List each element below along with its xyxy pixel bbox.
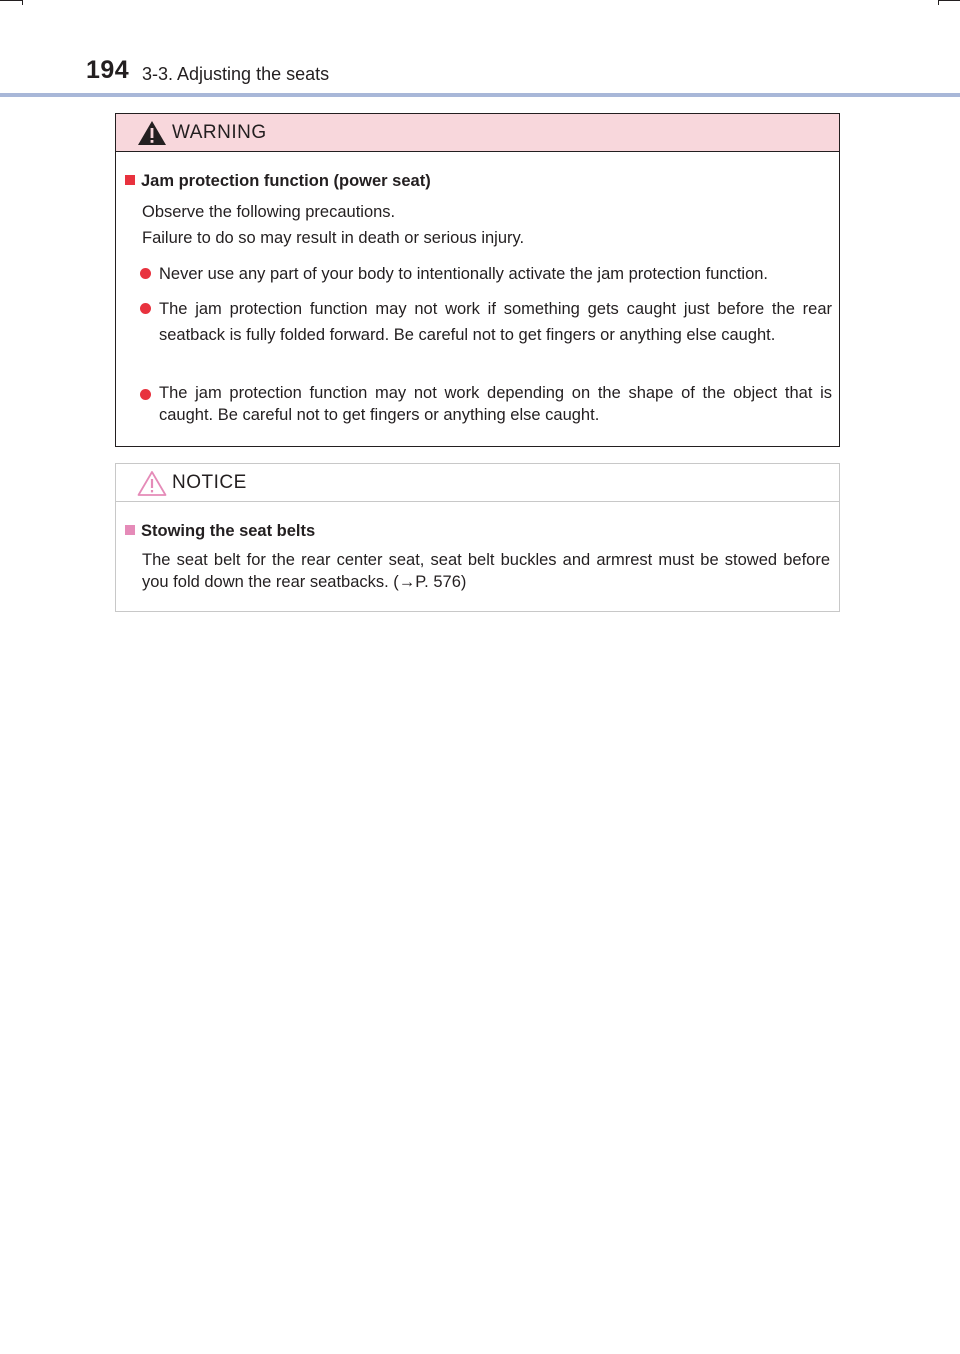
notice-label: NOTICE xyxy=(172,472,247,493)
warning-intro-line: Observe the following precautions. xyxy=(142,203,396,221)
warning-bullet xyxy=(136,382,833,434)
notice-item-title: Stowing the seat belts xyxy=(125,522,315,541)
square-bullet-icon xyxy=(125,175,135,185)
notice-triangle-icon xyxy=(136,469,168,497)
bullet-dot-icon xyxy=(140,303,151,314)
notice-header xyxy=(116,464,839,502)
notice-body: The seat belt for the rear center seat, seat belt buckles and armrest must be stowed before you fold down the rear seatbacks. (→P. 576) xyxy=(142,551,830,591)
page-header xyxy=(0,0,960,100)
warning-box xyxy=(115,113,840,447)
square-bullet-icon xyxy=(125,525,135,535)
bullet-dot-icon xyxy=(140,389,151,400)
warning-bullet-text: Never use any part of your body to intentionally activate the jam protection function. xyxy=(159,265,769,283)
warning-bullet xyxy=(136,296,833,374)
warning-intro-line: Failure to do so may result in death or serious injury. xyxy=(142,229,525,247)
warning-header xyxy=(116,114,839,152)
warning-bullet-text: The jam protection function may not work if something gets caught just before the rear seatback is fully folded forward. Be careful not to get fingers or anything else caught. xyxy=(159,300,832,344)
warning-label: WARNING xyxy=(172,122,267,143)
bullet-dot-icon xyxy=(140,268,151,279)
notice-box xyxy=(115,463,840,612)
warning-triangle-icon xyxy=(136,119,168,147)
warning-bullet xyxy=(136,261,833,287)
warning-item-title: Jam protection function (power seat) xyxy=(125,172,431,191)
section-title: 3-3. Adjusting the seats xyxy=(142,64,330,84)
warning-bullet-text: The jam protection function may not work depending on the shape of the object that is caught. Be careful not to get fingers or anything else caught. xyxy=(159,384,832,424)
header-rule xyxy=(0,93,960,97)
page-number: 194 xyxy=(86,56,130,84)
